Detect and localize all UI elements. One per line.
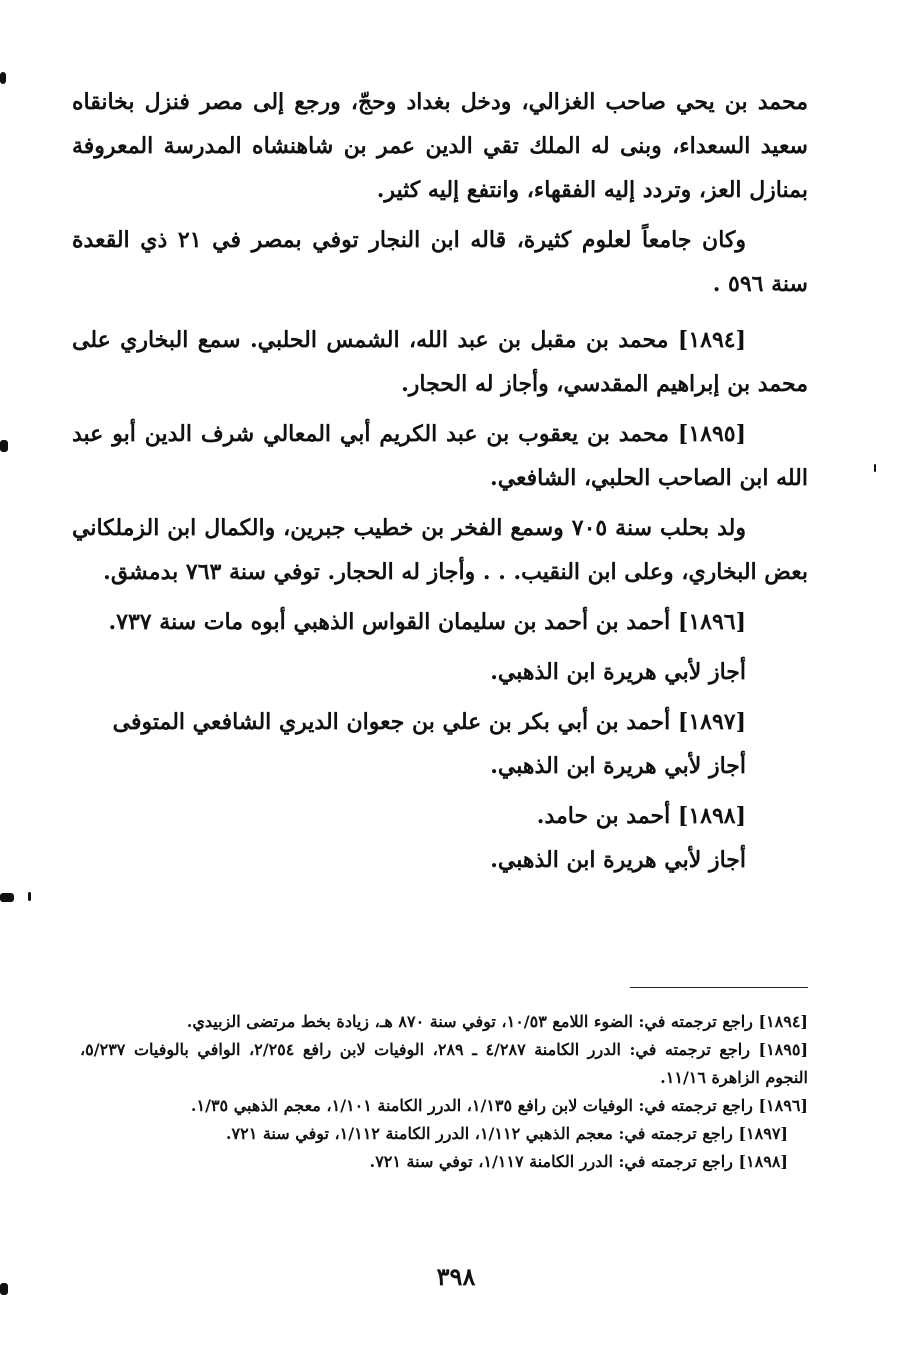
main-text (72, 80, 808, 888)
scan-edge-mark (874, 464, 876, 472)
entry-1896: [١٨٩٦] أحمد بن أحمد بن سليمان القواس الذهبي أبوه مات سنة ٧٣٧. (108, 609, 746, 635)
footnote-1895: [١٨٩٥] راجع ترجمته في: الدرر الكامنة ٤/٢٨٧ ـ ٢٨٩، الوفيات لابن رافع ٢/٢٥٤، الوافي بالوفيات ٥/٢٣٧، النجوم الزاهرة ١١/١٦. (80, 1040, 809, 1087)
scan-edge-mark (0, 72, 6, 84)
entry-1894: [١٨٩٤] محمد بن مقبل بن عبد الله، الشمس الحلبي. سمع البخاري على محمد بن إبراهيم المقدسي، وأجاز له الحجار. (72, 327, 808, 397)
scan-edge-mark (28, 892, 31, 901)
entry-1895: [١٨٩٥] محمد بن يعقوب بن عبد الكريم أبي المعالي شرف الدين أبو عبد الله ابن الصاحب الحلبي، الشافعي. (72, 421, 808, 491)
scan-edge-mark (0, 1283, 8, 1295)
paragraph-continuation: محمد بن يحي صاحب الغزالي، ودخل بغداد وحجّ، ورجع إلى مصر فنزل بخانقاه سعيد السعداء، وبنى له الملك تقي الدين عمر بن شاهنشاه المدرسة المعروفة بمنازل العز، وتردد إليه الفقهاء، وانتفع إليه كثير. (72, 89, 808, 203)
scan-edge-mark (0, 893, 14, 902)
footnote-1897: [١٨٩٧] راجع ترجمته في: معجم الذهبي ١/١١٢، الدرر الكامنة ١/١١٢، توفي سنة ٧٢١. (225, 1124, 788, 1143)
paragraph-death-note: وكان جامعاً لعلوم كثيرة، قاله ابن النجار توفي بمصر في ٢١ ذي القعدة سنة ٥٩٦ . (72, 227, 808, 297)
page-number: ٣٩٨ (436, 1262, 476, 1291)
entry-1896-ijaza: أجاز لأبي هريرة ابن الذهبي. (490, 659, 746, 685)
entry-1898-ijaza: أجاز لأبي هريرة ابن الذهبي. (490, 847, 746, 873)
footnotes (80, 1008, 808, 1176)
footnote-1898: [١٨٩٨] راجع ترجمته في: الدرر الكامنة ١/١١٧، توفي سنة ٧٢١. (369, 1152, 788, 1171)
footnote-1894: [١٨٩٤] راجع ترجمته في: الضوء اللامع ١٠/٥٣، توفي سنة ٨٧٠ هـ، زيادة بخط مرتضى الزبيدي. (186, 1012, 808, 1031)
scan-edge-mark (0, 440, 8, 452)
entry-1898: [١٨٩٨] أحمد بن حامد. (536, 803, 746, 829)
entry-1897-ijaza: أجاز لأبي هريرة ابن الذهبي. (490, 753, 746, 779)
footnote-1896: [١٨٩٦] راجع ترجمته في: الوفيات لابن رافع ١/١٣٥، الدرر الكامنة ١/١٠١، معجم الذهبي ١/٣٥. (190, 1096, 808, 1115)
entry-1895-details: ولد بحلب سنة ٧٠٥ وسمع الفخر بن خطيب جبرين، والكمال ابن الزملكاني بعض البخاري، وعلى ابن النقيب. . . وأجاز له الحجار. توفي سنة ٧٦٣ بدمشق. (72, 515, 808, 585)
footnote-separator (630, 987, 808, 988)
entry-1897: [١٨٩٧] أحمد بن أبي بكر بن علي بن جعوان الديري الشافعي المتوفى (112, 709, 746, 735)
